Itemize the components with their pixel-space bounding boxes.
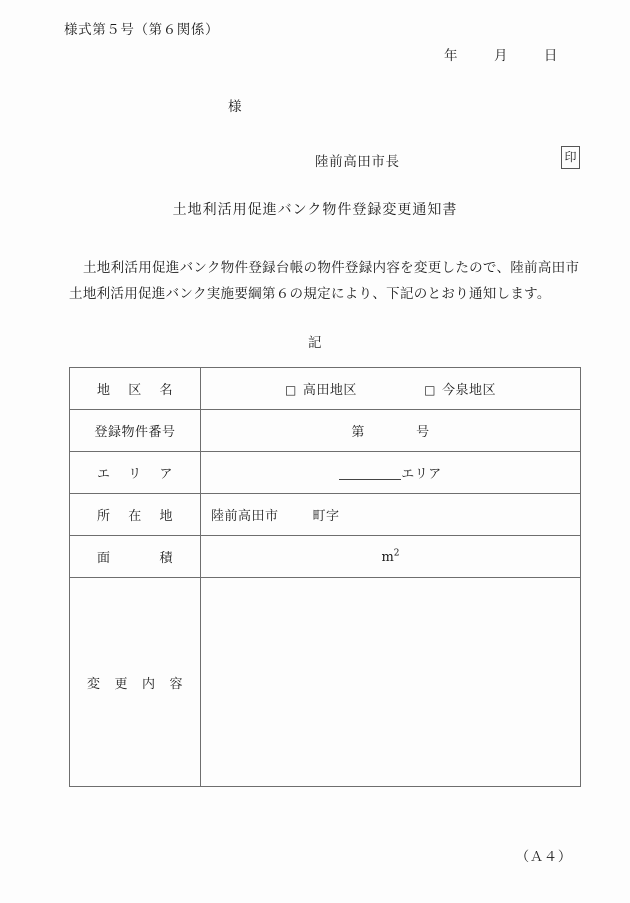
table-row bbox=[70, 578, 581, 787]
issuer-row bbox=[315, 148, 580, 172]
row-value-district bbox=[201, 368, 581, 410]
seal-stamp-box: 印 bbox=[561, 146, 580, 169]
label-char: 名 bbox=[159, 383, 173, 398]
issuer-name: 陸前高田市長 bbox=[315, 154, 400, 170]
table-row bbox=[70, 452, 581, 494]
number-suffix: 号 bbox=[416, 425, 430, 440]
body-paragraph bbox=[69, 255, 581, 307]
area-suffix: エリア bbox=[401, 467, 442, 482]
row-label-registration-number: 登録物件番号 bbox=[70, 410, 201, 452]
area-blank-field[interactable] bbox=[339, 466, 401, 480]
label-char: 区 bbox=[128, 383, 142, 398]
label-char: 内 bbox=[141, 676, 156, 692]
row-value-location[interactable] bbox=[201, 494, 581, 536]
addressee-honorific: 様 bbox=[228, 99, 243, 115]
label-char: ア bbox=[159, 467, 173, 482]
label-char: 在 bbox=[128, 509, 142, 524]
row-label-change-content bbox=[70, 578, 201, 787]
number-prefix: 第 bbox=[351, 425, 365, 440]
checkbox-label: 高田地区 bbox=[302, 383, 357, 398]
checkbox-imaizumi-district[interactable] bbox=[424, 379, 496, 398]
table-row bbox=[70, 494, 581, 536]
checkbox-takata-district[interactable] bbox=[285, 379, 357, 398]
row-value-area-name[interactable] bbox=[201, 452, 581, 494]
page-title: 土地利活用促進バンク物件登録変更通知書 bbox=[172, 202, 458, 218]
location-city: 陸前高田市 bbox=[211, 509, 279, 524]
label-char: 地 bbox=[159, 509, 173, 524]
location-town: 町字 bbox=[312, 509, 340, 524]
label-char: 積 bbox=[159, 551, 173, 566]
checkbox-icon: □ bbox=[285, 383, 297, 397]
row-label-area-name bbox=[70, 452, 201, 494]
body-line-1: 土地利活用促進バンク物件登録台帳の物件登録内容を変更したので、陸前高田市土 bbox=[69, 260, 580, 302]
date-month-label: 月 bbox=[493, 48, 509, 64]
label-char: 面 bbox=[97, 551, 111, 566]
label-char: リ bbox=[128, 467, 142, 482]
row-value-size[interactable] bbox=[201, 536, 581, 578]
body-line-2: 地利活用促進バンク実施要綱第６の規定により、下記のとおり通知します。 bbox=[82, 286, 551, 302]
label-char: 所 bbox=[97, 509, 111, 524]
kiji-marker: 記 bbox=[307, 335, 323, 351]
unit-meter: m bbox=[381, 549, 394, 565]
checkbox-label: 今泉地区 bbox=[441, 383, 496, 398]
checkbox-icon: □ bbox=[424, 383, 436, 397]
label-char: 更 bbox=[114, 676, 128, 692]
row-label-location bbox=[70, 494, 201, 536]
row-value-change-content[interactable] bbox=[201, 578, 581, 787]
table-row bbox=[70, 536, 581, 578]
row-label-district bbox=[70, 368, 201, 410]
label-char: 変 bbox=[87, 676, 101, 692]
paper-size-label: （Ａ４） bbox=[515, 849, 572, 865]
table-row bbox=[70, 410, 581, 452]
table-row bbox=[70, 368, 581, 410]
label-char: 容 bbox=[169, 676, 183, 692]
date-year-label: 年 bbox=[444, 48, 459, 64]
date-line bbox=[0, 44, 558, 64]
label-char: 地 bbox=[97, 383, 111, 398]
property-change-table bbox=[69, 367, 581, 787]
form-number: 様式第５号（第６関係） bbox=[64, 22, 220, 38]
row-value-registration-number[interactable] bbox=[201, 410, 581, 452]
unit-exponent: 2 bbox=[393, 548, 400, 559]
row-label-size bbox=[70, 536, 201, 578]
label-char: エ bbox=[97, 467, 111, 482]
date-day-label: 日 bbox=[543, 48, 558, 64]
